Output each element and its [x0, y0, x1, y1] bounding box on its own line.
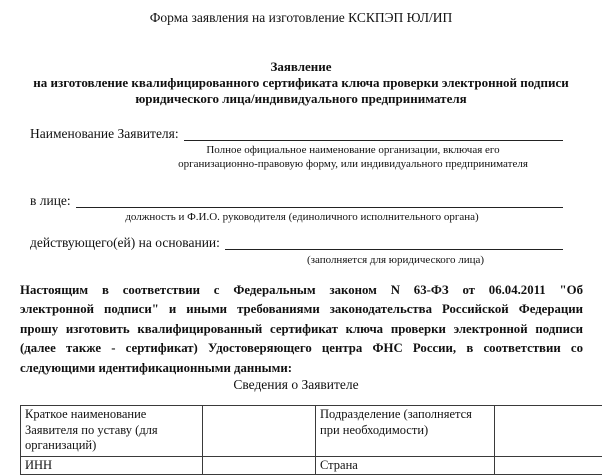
document-heading	[0, 59, 602, 107]
statement-line-1: Настоящим в соответствии с Федеральным законом N 63-ФЗ от 06.04.2011 "Об	[20, 283, 583, 297]
acting-on-basis-fill-line[interactable]	[225, 235, 563, 250]
acting-on-basis-label: действующего(ей) на основании:	[30, 235, 220, 250]
applicant-name-caption	[143, 144, 563, 171]
heading-line-2: на изготовление квалифицированного сертификата ключа проверки электронной подписи	[33, 75, 569, 90]
acting-on-basis-caption-line-1: (заполняется для юридического лица)	[306, 254, 485, 266]
applicant-name-fill-line[interactable]	[184, 126, 563, 141]
heading-line-1: Заявление	[270, 59, 332, 74]
country-label-cell: Страна	[316, 457, 495, 475]
applicant-name-caption-line-2: организационно-правовую форму, или индивидуального предпринимателя	[178, 157, 528, 170]
represented-by-fill-line[interactable]	[76, 193, 563, 208]
table-row	[21, 457, 602, 475]
applicant-name-field	[30, 126, 563, 141]
represented-by-label: в лице:	[30, 193, 71, 208]
statement-line-2: электронной подписи" и иными требованиями законодательства Российской Федерации	[20, 302, 583, 317]
statement-line-4: (далее также - сертификат) Удостоверяющего центра ФНС России, в соответствии со	[20, 341, 583, 356]
represented-by-field	[30, 193, 563, 208]
subdivision-label-cell: Подразделение (заполняется при необходимости)	[316, 406, 495, 457]
represented-by-caption-line-1: должность и Ф.И.О. руководителя (единоличного исполнительного органа)	[125, 211, 479, 223]
inn-label-cell: ИНН	[21, 457, 203, 475]
applicant-info-section-title: Сведения о Заявителе	[233, 377, 359, 392]
applicant-name-label: Наименование Заявителя:	[30, 126, 179, 141]
applicant-name-caption-line-1: Полное официальное наименование организации, включая его	[206, 144, 500, 156]
acting-on-basis-field	[30, 235, 563, 250]
country-value-cell[interactable]	[495, 457, 602, 475]
table-row	[21, 406, 602, 457]
applicant-info-table	[20, 405, 602, 475]
form-title: Форма заявления на изготовление КСКПЭП ЮЛ/ИП	[149, 10, 453, 25]
short-name-label-cell: Краткое наименование Заявителя по уставу (для организаций)	[21, 406, 203, 457]
statement-line-3: прошу изготовить квалифицированный сертификат ключа проверки электронной подписи	[20, 321, 583, 336]
statement-line-5: следующими идентификационными данными:	[20, 360, 292, 375]
acting-on-basis-caption	[228, 254, 563, 268]
inn-value-cell[interactable]	[203, 457, 316, 475]
heading-line-3: юридического лица/индивидуального предпринимателя	[135, 91, 467, 106]
represented-by-caption	[90, 211, 514, 225]
short-name-value-cell[interactable]	[203, 406, 316, 457]
statement-paragraph	[20, 281, 583, 378]
subdivision-value-cell[interactable]	[495, 406, 602, 457]
